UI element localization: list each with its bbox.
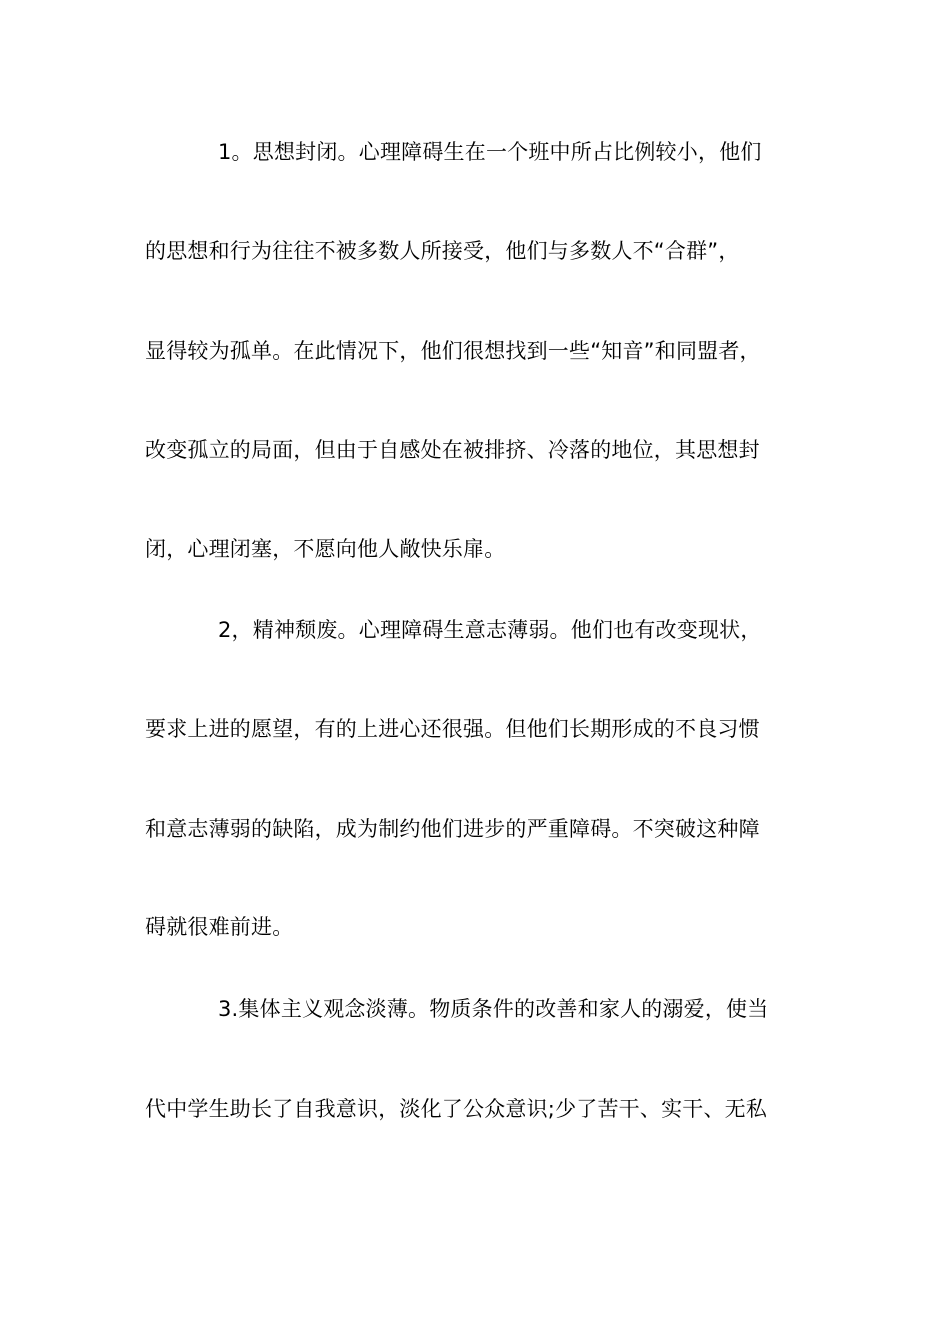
paragraph-1-line-3: 显得较为孤单。在此情况下，他们很想找到一些“知音”和同盟者，	[145, 339, 761, 363]
paragraph-1-line-4: 改变孤立的局面，但由于自感处在被排挤、冷落的地位，其思想封	[145, 438, 760, 462]
paragraph-1-line-5: 闭，心理闭塞，不愿向他人敞快乐扉。	[145, 537, 506, 561]
paragraph-2-line-3: 和意志薄弱的缺陷，成为制约他们进步的严重障碍。不突破这种障	[145, 817, 760, 841]
paragraph-2-line-4: 碍就很难前进。	[145, 915, 294, 939]
paragraph-3-line-2: 代中学生助长了自我意识，淡化了公众意识;少了苦干、实干、无私	[145, 1097, 768, 1121]
paragraph-2-line-2: 要求上进的愿望，有的上进心还很强。但他们长期形成的不良习惯	[145, 717, 760, 741]
paragraph-2-line-1: 2，精神颓废。心理障碍生意志薄弱。他们也有改变现状，	[218, 618, 762, 642]
paragraph-1-line-2: 的思想和行为往往不被多数人所接受，他们与多数人不“合群”，	[145, 239, 740, 263]
paragraph-3-line-1: 3.集体主义观念淡薄。物质条件的改善和家人的溺爱，使当	[218, 997, 769, 1021]
paragraph-1-line-1: 1。思想封闭。心理障碍生在一个班中所占比例较小，他们	[218, 140, 762, 164]
